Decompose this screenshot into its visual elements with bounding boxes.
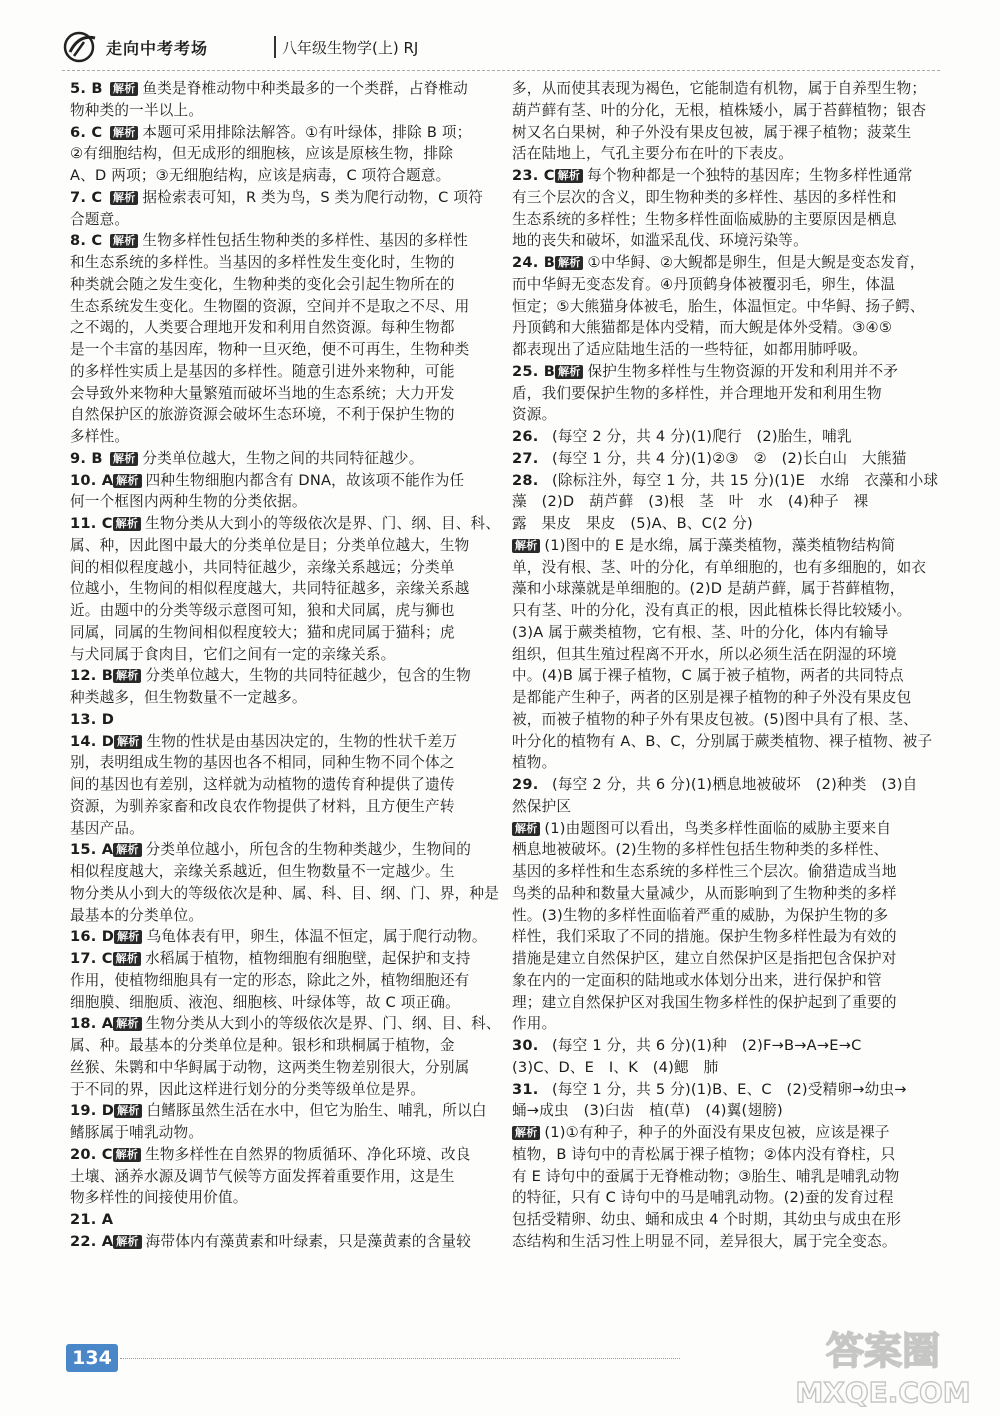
line-text: 会导致外来物种大量繁殖而破坏当地的生态系统；大力开发: [70, 384, 455, 402]
text-line: [512, 1209, 948, 1231]
question-number: 11. C: [70, 515, 113, 532]
line-text: 和生态系统的多样性。当基因的多样性发生变化时，生物的: [70, 254, 455, 271]
text-line: [70, 600, 510, 622]
question-number: 31.: [512, 1080, 539, 1098]
line-text: (3)A 属于蕨类植物，它有根、茎、叶的分化，体内有输导: [512, 623, 889, 641]
text-line: [512, 404, 948, 426]
line-text: 之不竭的，人类要合理地开发和利用自然资源。每种生物都: [70, 319, 455, 337]
text-line: [512, 578, 948, 600]
question-number: 10. A: [70, 471, 114, 489]
question-number: 26.: [512, 428, 539, 445]
text-line: [70, 383, 510, 405]
text-line: [512, 535, 948, 557]
text-line: [512, 1187, 948, 1209]
line-text: ②有细胞结构，但无成形的细胞核，应该是原核生物，排除: [70, 145, 454, 163]
question-number: 23. C: [512, 167, 555, 184]
text-line: [70, 1187, 510, 1209]
text-line: [70, 1166, 510, 1188]
line-text: 生物多样性在自然界的物质循环、净化环境、改良: [145, 1145, 471, 1163]
line-text: 种类越多，但生物数量不一定越多。: [70, 689, 307, 706]
line-text: 别，表明组成生物的基因也各不相同，同种生物不同个体之: [70, 754, 455, 772]
logo-icon: [62, 30, 100, 64]
line-text: 与犬同属于食肉目，它们之间有一定的亲缘关系。: [70, 645, 396, 663]
text-line: [70, 317, 510, 339]
text-line: [512, 1035, 948, 1057]
line-text: 象在内的一定面积的陆地或水体划分出来，进行保护和管: [512, 971, 882, 989]
text-line: [512, 470, 948, 492]
line-text: 组织，但其生殖过程离不开水，所以必须生活在阴湿的环境: [512, 645, 897, 663]
analysis-tag: 解析: [555, 256, 583, 270]
line-text: 植物。: [512, 754, 557, 772]
line-text: (3)C、D、E I、K (4)鳃 肺: [512, 1058, 719, 1076]
text-line: [512, 752, 948, 774]
text-line: [70, 752, 510, 774]
line-text: 多样性。: [70, 428, 130, 445]
line-text: (每空 1 分，共 6 分)(1)种 (2)F→B→A→E→C: [552, 1037, 862, 1054]
analysis-tag: 解析: [110, 452, 138, 466]
text-line: [70, 448, 510, 470]
question-number: 8. C: [70, 232, 103, 250]
line-text: 措施是建立自然保护区，建立自然保护区是指把包含保护对: [512, 950, 897, 967]
text-line: [512, 557, 948, 579]
text-line: [70, 687, 510, 709]
text-line: [512, 731, 948, 753]
question-number: 12. B: [70, 667, 114, 685]
question-number: 15. A: [70, 841, 114, 859]
line-text: (每空 1 分，共 5 分)(1)B、E、C (2)受精卵→幼虫→: [552, 1080, 907, 1098]
line-text: A、D 两项；③无细胞结构，应该是病毒，C 项符合题意。: [70, 167, 451, 184]
question-number: 9. B: [70, 449, 103, 467]
text-line: [512, 491, 948, 513]
line-text: 保护生物多样性与生物资源的开发和利用并不矛: [587, 362, 899, 380]
text-line: [70, 970, 510, 992]
line-text: ①中华鲟、②大鲵都是卵生，但是大鲵是变态发育，: [587, 254, 925, 271]
analysis-tag: 解析: [114, 735, 142, 749]
text-line: [70, 100, 510, 122]
line-text: 属、种，因此图中最大的分类单位是目；分类单位越大，生物: [70, 536, 470, 554]
text-line: [70, 296, 510, 318]
text-line: [512, 948, 948, 970]
text-line: [512, 187, 948, 209]
text-line: [512, 1057, 948, 1079]
text-line: [512, 1013, 948, 1035]
text-line: [70, 404, 510, 426]
text-line: [512, 774, 948, 796]
line-text: 生物分类从大到小的等级依次是界、门、纲、目、科、: [145, 515, 501, 532]
analysis-tag: 解析: [555, 169, 583, 183]
line-text: (1)①有种子，种子的外面没有果皮包被，应该是裸子: [544, 1124, 890, 1141]
analysis-tag: 解析: [113, 474, 141, 488]
line-text: 只有茎、叶的分化，没有真正的根，因此植株长得比较矮小。: [512, 602, 912, 619]
line-text: (1)由题图可以看出，鸟类多样性面临的威胁主要来自: [544, 819, 892, 837]
text-line: [70, 948, 510, 970]
analysis-tag: 解析: [512, 1126, 540, 1140]
text-line: [70, 187, 510, 209]
question-number: 5. B: [70, 80, 103, 97]
line-text: 分类单位越大，生物的共同特征越少，包含的生物: [145, 667, 471, 685]
text-line: [512, 252, 948, 274]
line-text: 属、种。最基本的分类单位是种。银杉和珙桐属于植物，金: [70, 1037, 455, 1054]
line-text: 地的丧失和破坏，如滥采乱伐、环境污染等。: [512, 232, 808, 250]
question-number: 30.: [512, 1037, 539, 1054]
text-line: [512, 970, 948, 992]
text-line: [512, 818, 948, 840]
line-text: 而中华鲟无变态发育。④丹顶鹤身体被覆羽毛，卵生，体温: [512, 275, 896, 293]
subject-label: 八年级生物学(上) RJ: [282, 39, 419, 57]
text-line: [512, 1122, 948, 1144]
line-text: 的特征，只有 C 诗句中的马是哺乳动物。(2)蚕的发育过程: [512, 1189, 894, 1207]
line-text: 物分类从小到大的等级依次是种、属、科、目、纲、门、界，种是: [70, 884, 500, 902]
line-text: 的多样性实质上是基因的多样性。随意引进外来物种，可能: [70, 362, 455, 380]
line-text: 间的基因也有差别，这样就为动植物的遗传育种提供了遗传: [70, 776, 455, 793]
text-line: [512, 122, 948, 144]
line-text: 于不同的界，因此这样进行划分的分类等级单位是界。: [70, 1080, 426, 1098]
text-line: [70, 861, 510, 883]
text-line: [70, 905, 510, 927]
text-line: [70, 1035, 510, 1057]
text-line: [512, 926, 948, 948]
line-text: 每个物种都是一个独特的基因库；生物多样性通常: [587, 167, 913, 184]
line-text: 鸟类的品种和数量大量减少，从而影响到了生物种类的多样: [512, 884, 897, 902]
text-line: [512, 426, 948, 448]
line-text: 种类就会随之发生变化，生物种类的变化会引起生物所在的: [70, 275, 455, 293]
question-number: 18. A: [70, 1015, 114, 1033]
line-text: 丝猴、朱鹮和中华鲟属于动物，这两类生物差别很大，分别属: [70, 1058, 470, 1076]
line-text: 近。由题中的分类等级示意图可知，狼和犬同属，虎与狮也: [70, 602, 455, 619]
text-line: [512, 78, 948, 100]
line-text: 同属，同属的生物间相似程度较大；猫和虎同属于猫科；虎: [70, 623, 455, 641]
text-line: [70, 622, 510, 644]
text-line: [512, 600, 948, 622]
line-text: 自然保护区的旅游资源会破坏生态环境，不利于保护生物的: [70, 406, 455, 424]
line-text: 相似程度越大，亲缘关系越近，但生物数量不一定越少。生: [70, 863, 455, 880]
text-line: [512, 1231, 948, 1253]
line-text: 被，而被子植物的种子外有果皮包被。(5)图中具有了根、茎、: [512, 710, 918, 728]
text-line: [512, 143, 948, 165]
line-text: (除标注外，每空 1 分，共 15 分)(1)E 水绵 衣藻和小球: [552, 471, 939, 489]
text-line: [512, 513, 948, 535]
text-line: [70, 839, 510, 861]
analysis-tag: 解析: [512, 539, 540, 553]
text-line: [512, 296, 948, 318]
text-line: [70, 209, 510, 231]
line-text: 蛹→成虫 (3)臼齿 植(草) (4)翼(翅膀): [512, 1102, 783, 1120]
line-text: 生物多样性包括生物种类的多样性、基因的多样性: [142, 232, 468, 250]
text-line: [70, 557, 510, 579]
footer-rule: [120, 1358, 680, 1359]
line-text: 白鳍豚虽然生活在水中，但它为胎生、哺乳，所以白: [146, 1102, 487, 1120]
line-text: 植物，B 诗句中的青松属于裸子植物；②体内没有脊柱，只: [512, 1145, 896, 1163]
line-text: 理；建立自然保护区对我国生物多样性的保护起到了重要的: [512, 993, 897, 1011]
analysis-tag: 解析: [113, 517, 141, 531]
analysis-tag: 解析: [114, 930, 142, 944]
text-line: [70, 122, 510, 144]
text-line: [70, 926, 510, 948]
text-line: [70, 426, 510, 448]
question-number: 16. D: [70, 928, 115, 946]
analysis-tag: 解析: [113, 669, 141, 683]
line-text: 鱼类是脊椎动物中种类最多的一个类群，占脊椎动: [142, 80, 468, 97]
analysis-tag: 解析: [113, 843, 141, 857]
text-line: [512, 1166, 948, 1188]
line-text: 分类单位越小，所包含的生物种类越少，生物间的: [145, 841, 472, 859]
line-text: 是都能产生种子，两者的区别是裸子植物的种子外没有果皮包: [512, 689, 912, 706]
line-text: 生态系统发生变化。生物圈的资源，空间并不是取之不尽、用: [70, 297, 470, 315]
line-text: 叶分化的植物有 A、B、C，分别属于蕨类植物、裸子植物、被子: [512, 732, 933, 750]
text-line: [70, 230, 510, 252]
line-text: 样性，我们采取了不同的措施。保护生物多样性最为有效的: [512, 928, 897, 946]
question-number: 21. A: [70, 1211, 114, 1228]
text-line: [512, 883, 948, 905]
line-text: 中。(4)B 属于裸子植物，C 属于被子植物，两者的共同特点: [512, 667, 904, 685]
line-text: (每空 2 分，共 4 分)(1)爬行 (2)胎生，哺乳: [552, 428, 852, 445]
text-line: [70, 818, 510, 840]
line-text: 都表现出了适应陆地生活的一些特征，如都用肺呼吸。: [512, 341, 868, 358]
line-text: 有 E 诗句中的蚕属于无脊椎动物；③胎生、哺乳是哺乳动物: [512, 1167, 900, 1185]
text-line: [70, 644, 510, 666]
line-text: 分类单位越大，生物之间的共同特征越少。: [142, 449, 424, 467]
line-text: 乌龟体表有甲，卵生，体温不恒定，属于爬行动物。: [146, 928, 487, 946]
line-text: 物多样性的间接使用价值。: [70, 1189, 248, 1207]
text-line: [70, 143, 510, 165]
question-number: 25. B: [512, 362, 556, 380]
line-text: 生态系统的多样性；生物多样性面临威胁的主要原因是栖息: [512, 210, 897, 228]
question-number: 24. B: [512, 254, 556, 271]
text-line: [512, 796, 948, 818]
text-line: [512, 274, 948, 296]
text-line: [512, 339, 948, 361]
analysis-tag: 解析: [110, 234, 138, 248]
analysis-tag: 解析: [114, 1104, 142, 1118]
text-line: [70, 491, 510, 513]
text-line: [70, 709, 510, 731]
line-text: 恒定；⑤大熊猫身体被毛，胎生，体温恒定。中华鲟、扬子鳄、: [512, 297, 925, 315]
line-text: 海带体内有藻黄素和叶绿素，只是藻黄素的含量较: [145, 1232, 472, 1250]
question-number: 27.: [512, 449, 539, 467]
page-number: 134: [66, 1344, 118, 1372]
line-text: 本题可采用排除法解答。①有叶绿体，排除 B 项；: [142, 123, 472, 141]
line-text: 作用。: [512, 1015, 557, 1033]
watermark-bottom-text: MXQE.COM: [795, 1376, 971, 1409]
text-line: [512, 361, 948, 383]
text-line: [70, 731, 510, 753]
text-line: [512, 665, 948, 687]
analysis-tag: 解析: [110, 126, 138, 140]
text-line: [70, 883, 510, 905]
line-text: 然保护区: [512, 797, 572, 815]
text-line: [70, 1231, 510, 1253]
line-text: 栖息地被破坏。(2)生物的多样性包括生物种类的多样性、: [512, 841, 889, 859]
text-line: [70, 252, 510, 274]
question-number: 17. C: [70, 950, 113, 967]
watermark-top-text: 答案圈: [825, 1329, 941, 1373]
line-text: 资源。: [512, 406, 557, 424]
text-line: [70, 535, 510, 557]
line-text: 性。(3)生物的多样性面临着严重的威胁，为保护生物的多: [512, 906, 889, 924]
line-text: 是一个丰富的基因库，物种一旦灭绝，便不可再生，生物种类: [70, 341, 470, 358]
text-line: [512, 709, 948, 731]
analysis-tag: 解析: [512, 822, 540, 836]
analysis-tag: 解析: [113, 952, 141, 966]
line-text: 葫芦藓有茎、叶的分化，无根，植株矮小，属于苔藓植物；银杏: [512, 101, 927, 119]
right-column: [512, 78, 948, 1253]
line-text: (每空 2 分，共 6 分)(1)栖息地被破坏 (2)种类 (3)自: [552, 776, 918, 793]
text-line: [70, 665, 510, 687]
line-text: 合题意。: [70, 210, 130, 228]
question-number: 14. D: [70, 732, 115, 750]
line-text: 丹顶鹤和大熊猫都是体内受精，而大鲵是体外受精。③④⑤: [512, 319, 893, 337]
analysis-tag: 解析: [555, 365, 583, 379]
text-line: [512, 622, 948, 644]
question-number: 19. D: [70, 1102, 115, 1120]
text-line: [512, 839, 948, 861]
line-text: 活在陆地上，气孔主要分布在叶的下表皮。: [512, 145, 794, 163]
line-text: 作用，使植物细胞具有一定的形态，除此之外，植物细胞还有: [70, 971, 470, 989]
text-line: [512, 1079, 948, 1101]
line-text: 据检索表可知，R 类为鸟，S 类为爬行动物，C 项符: [142, 188, 483, 206]
analysis-tag: 解析: [113, 1017, 141, 1031]
line-text: 生物分类从大到小的等级依次是界、门、纲、目、科、: [145, 1015, 501, 1033]
text-line: [512, 230, 948, 252]
line-text: 藻和小球藻就是单细胞的。(2)D 是葫芦藓，属于苔藓植物，: [512, 580, 905, 598]
text-line: [70, 578, 510, 600]
text-line: [512, 861, 948, 883]
line-text: 四种生物细胞内都含有 DNA，故该项不能作为任: [145, 471, 465, 489]
line-text: 鳍豚属于哺乳动物。: [70, 1124, 204, 1141]
question-number: 22. A: [70, 1232, 114, 1250]
line-text: 态结构和生活习性上明显不同，差异很大，属于完全变态。: [512, 1232, 897, 1250]
text-line: [70, 1100, 510, 1122]
line-text: 盾，我们要保护生物的多样性，并合理地开发和利用生物: [512, 384, 882, 402]
line-text: 树又名白果树，种子外没有果皮包被，属于裸子植物；菠菜生: [512, 123, 912, 141]
line-text: 间的相似程度越小，共同特征越少，亲缘关系越远；分类单: [70, 558, 455, 576]
line-text: 露 果皮 果皮 (5)A、B、C(2 分): [512, 515, 753, 532]
line-text: 单，没有根、茎、叶的分化，有单细胞的，也有多细胞的，如衣: [512, 558, 927, 576]
header-rule: [62, 70, 940, 71]
text-line: [70, 1013, 510, 1035]
text-line: [512, 905, 948, 927]
question-number: 7. C: [70, 188, 103, 206]
text-line: [70, 339, 510, 361]
line-text: 资源，为驯养家畜和改良农作物提供了材料，且方便生产转: [70, 797, 455, 815]
text-line: [70, 796, 510, 818]
line-text: 有三个层次的含义，即生物种类的多样性、基因的多样性和: [512, 188, 897, 206]
text-line: [70, 1079, 510, 1101]
line-text: 最基本的分类单位。: [70, 906, 204, 924]
line-text: 包括受精卵、幼虫、蛹和成虫 4 个时期，其幼虫与成虫在形: [512, 1211, 902, 1228]
text-line: [70, 274, 510, 296]
text-line: [512, 1144, 948, 1166]
analysis-tag: 解析: [113, 1148, 141, 1162]
text-line: [70, 1057, 510, 1079]
text-line: [70, 78, 510, 100]
text-line: [512, 100, 948, 122]
text-line: [512, 644, 948, 666]
line-text: 土壤、涵养水源及调节气候等方面发挥着重要作用，这是生: [70, 1167, 455, 1185]
line-text: (1)图中的 E 是水绵，属于藻类植物，藻类植物结构简: [544, 536, 896, 554]
line-text: 水稻属于植物，植物细胞有细胞壁，起保护和支持: [145, 950, 471, 967]
text-line: [70, 774, 510, 796]
line-text: 基因产品。: [70, 819, 144, 837]
text-line: [512, 209, 948, 231]
text-line: [70, 1122, 510, 1144]
text-line: [512, 165, 948, 187]
question-number: 29.: [512, 776, 539, 793]
line-text: 多，从而使其表现为褐色，它能制造有机物，属于自养型生物；: [512, 80, 927, 97]
line-text: 物种类的一半以上。: [70, 101, 204, 119]
text-line: [512, 1100, 948, 1122]
question-number: 28.: [512, 471, 539, 489]
text-line: [512, 317, 948, 339]
line-text: 位越小，生物间的相似程度越大，共同特征越多，亲缘关系越: [70, 580, 470, 598]
analysis-tag: 解析: [110, 191, 138, 205]
line-text: 细胞膜、细胞质、液泡、细胞核、叶绿体等，故 C 项正确。: [70, 993, 460, 1011]
text-line: [70, 1144, 510, 1166]
question-number: 20. C: [70, 1145, 113, 1163]
text-line: [70, 1209, 510, 1231]
line-text: 生物的性状是由基因决定的，生物的性状千差万: [146, 732, 458, 750]
text-line: [70, 470, 510, 492]
text-line: [512, 992, 948, 1014]
question-number: 6. C: [70, 123, 103, 141]
left-column: [70, 78, 510, 1253]
page-header: [62, 26, 982, 70]
brand-title: 走向中考考场: [106, 39, 209, 58]
text-line: [70, 513, 510, 535]
analysis-tag: 解析: [113, 1235, 141, 1249]
text-line: [512, 687, 948, 709]
text-line: [70, 165, 510, 187]
question-number: 13. D: [70, 710, 115, 728]
text-line: [512, 383, 948, 405]
line-text: (每空 1 分，共 4 分)(1)②③ ② (2)长白山 大熊猫: [552, 449, 907, 467]
line-text: 基因的多样性和生态系统的多样性三个层次。偷猎造成当地: [512, 863, 897, 880]
text-line: [70, 361, 510, 383]
watermark-logo: [770, 1318, 996, 1410]
text-line: [70, 992, 510, 1014]
header-divider: [274, 36, 276, 58]
line-text: 何一个框图内两种生物的分类依据。: [70, 493, 307, 511]
line-text: 藻 (2)D 葫芦藓 (3)根 茎 叶 水 (4)种子 裸: [512, 493, 869, 511]
text-line: [512, 448, 948, 470]
analysis-tag: 解析: [110, 82, 138, 96]
